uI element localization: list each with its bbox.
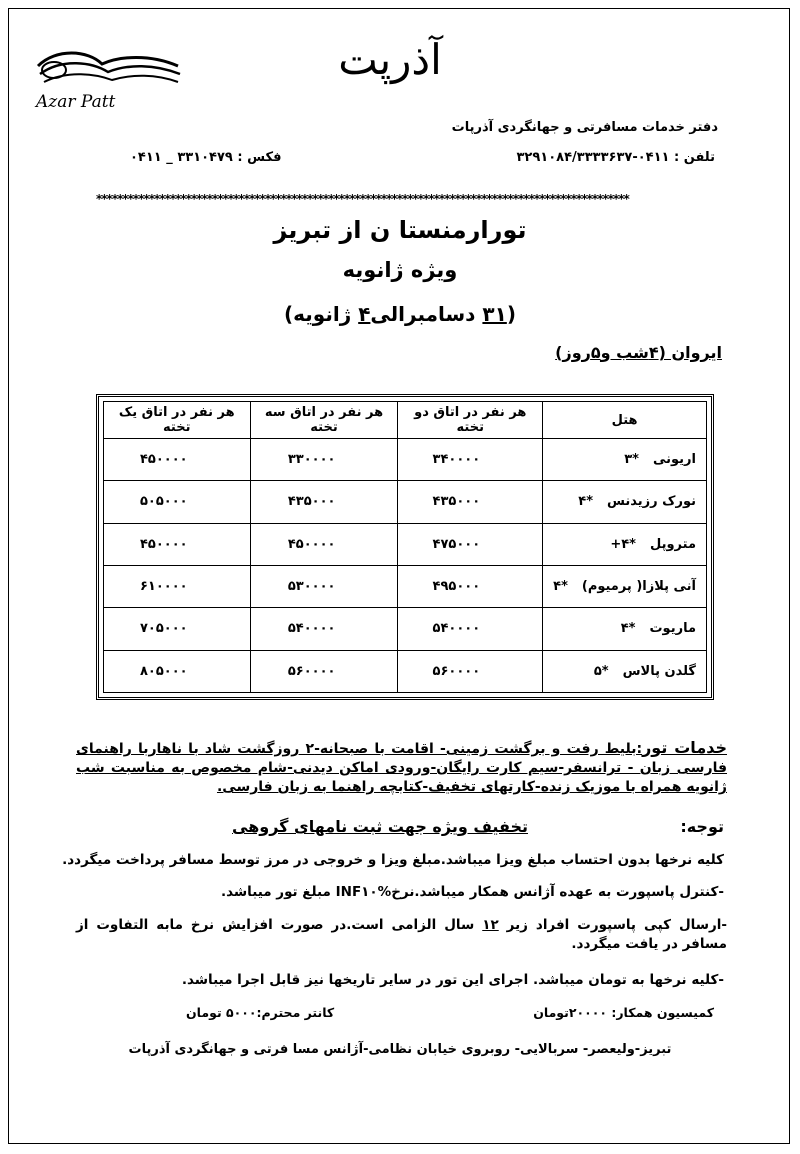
hotel-stars: *۴+ xyxy=(610,536,636,552)
double-price-cell: ۵۶۰۰۰۰ xyxy=(398,650,543,692)
double-price-cell: ۴۳۵۰۰۰ xyxy=(398,481,543,523)
counter-commission: کانتر محترم:۵۰۰۰ تومان xyxy=(186,1005,335,1020)
logo-text: Azar Patt xyxy=(36,92,116,112)
table-row xyxy=(104,523,707,565)
triple-price-cell: ۴۳۵۰۰۰ xyxy=(250,481,398,523)
hotel-cell xyxy=(543,650,707,692)
note-line-currency: -کلیه نرخها به تومان میباشد. اجرای این تور در سایر تاریخها نیز قابل اجرا میباشد. xyxy=(181,972,724,988)
hotel-name: ماریوت xyxy=(649,621,696,637)
table-row xyxy=(104,439,707,481)
tour-subtitle: ویژه ژانویه xyxy=(342,258,458,282)
double-price-cell: ۴۷۵۰۰۰ xyxy=(398,523,543,565)
agent-commission: کمیسیون همکار: ۲۰۰۰۰تومان xyxy=(533,1005,714,1020)
hotel-name: اریونی xyxy=(652,452,696,468)
double-price-cell: ۴۹۵۰۰۰ xyxy=(398,565,543,607)
hotel-cell xyxy=(543,523,707,565)
agency-address: تبریز-ولیعصر- سربالایی- روبروی خیابان نظامی-آژانس مسا فرتی و جهانگردی آذرپات xyxy=(128,1042,672,1057)
star-separator: ***************************************************************************************************** xyxy=(96,192,629,206)
note-title: تخفیف ویژه جهت ثبت نامهای گروهی xyxy=(232,817,528,836)
hotel-name: متروپل xyxy=(649,536,696,552)
hotel-cell xyxy=(543,565,707,607)
services-label: خدمات تور xyxy=(642,738,727,757)
table-header-row xyxy=(104,402,707,439)
destination-duration: ایروان (۴شب و۵روز) xyxy=(555,343,722,362)
hotel-stars: *۴ xyxy=(578,494,594,510)
hotel-cell xyxy=(543,481,707,523)
triple-price-cell: ۴۵۰۰۰۰ xyxy=(250,523,398,565)
hotel-name: آنی پلازا( پرمیوم) xyxy=(581,579,696,595)
table-row xyxy=(104,481,707,523)
price-table-frame xyxy=(96,394,714,700)
date-end: ۴ xyxy=(358,302,371,326)
hotel-stars: *۵ xyxy=(593,663,609,679)
hotel-name: نورک رزیدنس xyxy=(607,494,696,510)
note-line-visa: کلیه نرخها بدون احتساب مبلغ ویزا میباشد.مبلغ ویزا و خروجی در مرز توسط مسافر پرداخت میگردد. xyxy=(62,852,724,868)
single-price-cell: ۴۵۰۰۰۰ xyxy=(104,523,251,565)
single-price-cell: ۴۵۰۰۰۰ xyxy=(104,439,251,481)
header-triple: هر نفر در اتاق سه تخته xyxy=(250,402,398,439)
header-hotel: هتل xyxy=(543,402,707,439)
hotel-cell xyxy=(543,439,707,481)
triple-price-cell: ۵۶۰۰۰۰ xyxy=(250,650,398,692)
triple-price-cell: ۳۳۰۰۰۰ xyxy=(250,439,398,481)
header-double: هر نفر در اتاق دو تخته xyxy=(398,402,543,439)
price-table xyxy=(103,401,707,693)
note-label: توجه: xyxy=(680,817,724,836)
hotel-stars: *۴ xyxy=(553,579,568,595)
header-single: هر نفر در اتاق یک تخته xyxy=(104,402,251,439)
single-price-cell: ۷۰۵۰۰۰ xyxy=(104,608,251,650)
office-name: دفتر خدمات مسافرتی و جهانگردی آذرپات xyxy=(451,120,718,135)
table-row xyxy=(104,608,707,650)
double-price-cell: ۵۴۰۰۰۰ xyxy=(398,608,543,650)
hotel-cell xyxy=(543,608,707,650)
fax-number: فکس : ۳۳۱۰۴۷۹ _ ۰۴۱۱ xyxy=(130,150,282,165)
tour-title: تورارمنستا ن از تبریز xyxy=(273,216,527,244)
phone-number: تلفن : ۰۴۱۱-۳۲۹۱۰۸۴/۳۳۳۳۶۳۷ xyxy=(516,150,715,165)
triple-price-cell: ۵۳۰۰۰۰ xyxy=(250,565,398,607)
double-price-cell: ۳۴۰۰۰۰ xyxy=(398,439,543,481)
hotel-name: گلدن پالاس xyxy=(622,663,696,679)
services-text: :بلیط رفت و برگشت زمینی- اقامت با صبحانه-۲ روزگشت شاد با ناهاربا راهنمای فارسی زبان - ترانسفر-سیم کارت رایگان-ورودی اماکن دیدنی-شام مخصوص به مناسبت شب ژانویه همراه با موزیک زنده-کارتهای تخفیف-کتابچه راهنما به زبان فارسی. xyxy=(76,741,727,795)
date-start: ۳۱ xyxy=(482,302,507,326)
single-price-cell: ۶۱۰۰۰۰ xyxy=(104,565,251,607)
tour-services xyxy=(76,738,727,797)
hotel-stars: *۴ xyxy=(620,621,636,637)
triple-price-cell: ۵۴۰۰۰۰ xyxy=(250,608,398,650)
note-line-passport-control: -کنترل پاسپورت به عهده آژانس همکار میباشد.نرخINF۱۰% مبلغ تور میباشد. xyxy=(220,884,724,900)
single-price-cell: ۵۰۵۰۰۰ xyxy=(104,481,251,523)
note-line-passport-copy: -ارسال کپی پاسپورت افراد زیر ۱۲ سال الزامی است.در صورت افزایش نرخ مابه التفاوت از مسافر در یافت میگردد. xyxy=(76,917,728,952)
hotel-stars: *۳ xyxy=(624,452,639,468)
brand-name: آذرپت xyxy=(338,35,442,84)
single-price-cell: ۸۰۵۰۰۰ xyxy=(104,650,251,692)
table-row xyxy=(104,565,707,607)
table-row xyxy=(104,650,707,692)
tour-dates: (۳۱ دسامبرالی۴ ژانویه) xyxy=(284,302,516,326)
